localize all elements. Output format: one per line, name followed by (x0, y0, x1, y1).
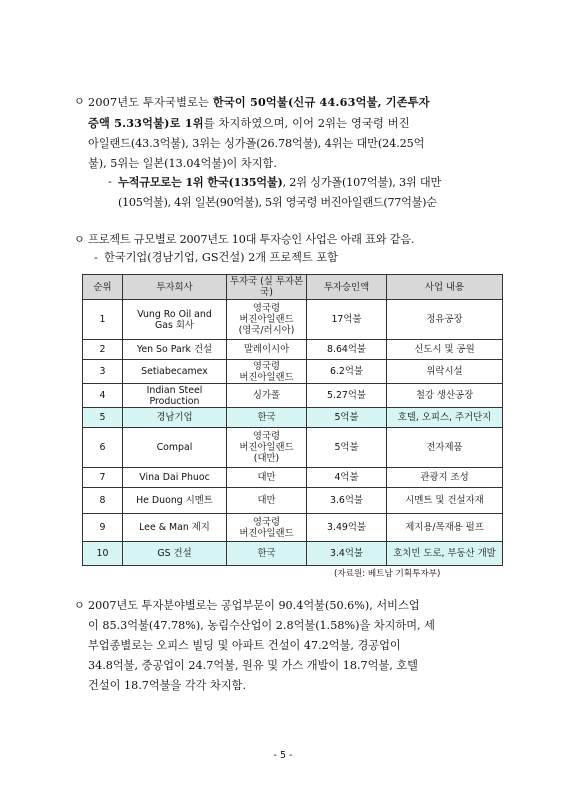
cell-rank: 5 (83, 408, 123, 428)
para3-line: 34.8억불, 중공업이 24.7억불, 원유 및 가스 개발이 18.7억불, 호텔 (88, 659, 418, 672)
cell-rank: 10 (83, 542, 123, 566)
sub2-text: 한국기업(경남기업, GS건설) 2개 프로젝트 포함 (104, 251, 338, 264)
cell-amount: 3.4억불 (307, 542, 387, 566)
cell-company: 경남기업 (123, 408, 227, 428)
header-rank: 순위 (83, 275, 123, 300)
sub-item-korean-companies (94, 248, 496, 268)
table-row (83, 428, 503, 468)
cell-business: 철강 생산공장 (387, 384, 503, 408)
cell-amount: 5억불 (307, 408, 387, 428)
cell-country: 한국 (227, 542, 307, 566)
para2-text: 프로젝트 규모별로 2007년도 10대 투자승인 사업은 아래 표와 같음. (88, 233, 415, 246)
bullet-marker: ㅇ (74, 95, 85, 108)
cell-business: 호치민 도로, 부동산 개발 (387, 542, 503, 566)
cell-company: He Duong 시멘트 (123, 488, 227, 514)
cell-country: 영국령 버진아일랜드 (227, 360, 307, 384)
table-row (83, 340, 503, 360)
cell-amount: 3.6억불 (307, 488, 387, 514)
table-row (83, 468, 503, 488)
table-header-row (83, 275, 503, 300)
cell-business: 정유공장 (387, 300, 503, 340)
cell-amount: 5.27억불 (307, 384, 387, 408)
cell-company: Lee & Man 제지 (123, 514, 227, 542)
paragraph-top10-projects (74, 230, 498, 250)
paragraph-investment-by-sector (74, 596, 498, 696)
cell-business: 호텔, 오피스, 주거단지 (387, 408, 503, 428)
cell-company: Compal (123, 428, 227, 468)
header-amount: 투자승인액 (307, 275, 387, 300)
cell-company: GS 건설 (123, 542, 227, 566)
cell-rank: 7 (83, 468, 123, 488)
cell-company: Yen So Park 건설 (123, 340, 227, 360)
cell-amount: 6.2억불 (307, 360, 387, 384)
bullet-marker: ㅇ (74, 233, 85, 246)
cell-amount: 8.64억불 (307, 340, 387, 360)
bullet-marker: ㅇ (74, 599, 85, 612)
para3-line: 부업종별로는 오피스 빌딩 및 아파트 건설이 47.2억불, 경공업이 (88, 639, 401, 652)
para3-line: 건설이 18.7억불을 각각 차지함. (88, 679, 247, 692)
cell-business: 전자제품 (387, 428, 503, 468)
cell-rank: 9 (83, 514, 123, 542)
cell-amount: 17억불 (307, 300, 387, 340)
cell-rank: 1 (83, 300, 123, 340)
table-row (83, 300, 503, 340)
page-number: - 5 - (273, 750, 293, 761)
table-row (83, 360, 503, 384)
dash-marker: - (108, 175, 112, 188)
sub-item-cumulative (108, 172, 498, 213)
table-row (83, 514, 503, 542)
cell-rank: 8 (83, 488, 123, 514)
cell-rank: 2 (83, 340, 123, 360)
cell-country: 영국령 버진아일랜드 (영국/러시아) (227, 300, 307, 340)
sub1-line-1: 누적규모로는 1위 한국(135억불), 2위 싱가폴(107억불), 3위 대만 (118, 175, 442, 189)
header-country: 투자국 (실 투자본국) (227, 275, 307, 300)
para1-line-4: 불), 5위는 일본(13.04억불)이 차지함. (88, 157, 277, 170)
cell-business: 위락시설 (387, 360, 503, 384)
source-note: (자료원: 베트남 기획투자부) (334, 569, 441, 579)
cell-country: 대만 (227, 488, 307, 514)
cell-amount: 4억불 (307, 468, 387, 488)
dash-marker: - (94, 251, 98, 264)
cell-amount: 5억불 (307, 428, 387, 468)
para1-line-1: 2007년도 투자국별로는 한국이 50억불(신규 44.63억불, 기존투자 (88, 95, 430, 109)
cell-country: 말레이시아 (227, 340, 307, 360)
para3-line: 2007년도 투자분야별로는 공업부문이 90.4억불(50.6%), 서비스업 (88, 599, 420, 612)
cell-company: Vina Dai Phuoc (123, 468, 227, 488)
cell-rank: 3 (83, 360, 123, 384)
table-row (83, 542, 503, 566)
cell-country: 영국령 버진아일랜드 (대만) (227, 428, 307, 468)
cell-country: 싱가폴 (227, 384, 307, 408)
cell-business: 관광지 조성 (387, 468, 503, 488)
cell-country: 영국령 버진아일랜드 (227, 514, 307, 542)
para3-line: 이 85.3억불(47.78%), 농림수산업이 2.8억불(1.58%)을 차지하며, 세 (88, 619, 435, 632)
cell-company: Vung Ro Oil and Gas 회사 (123, 300, 227, 340)
table-row (83, 488, 503, 514)
cell-country: 대만 (227, 468, 307, 488)
cell-business: 신도시 및 공원 (387, 340, 503, 360)
top10-investment-table (82, 274, 503, 566)
table-row (83, 384, 503, 408)
cell-business: 제지용/목재용 펄프 (387, 514, 503, 542)
cell-amount: 3.49억불 (307, 514, 387, 542)
cell-country: 한국 (227, 408, 307, 428)
cell-company: Indian Steel Production (123, 384, 227, 408)
cell-rank: 6 (83, 428, 123, 468)
cell-company: Setiabecamex (123, 360, 227, 384)
para1-line-3: 아일랜드(43.3억불), 3위는 싱가폴(26.78억불), 4위는 대만(24.25억 (88, 137, 425, 150)
table-row (83, 408, 503, 428)
header-company: 투자회사 (123, 275, 227, 300)
paragraph-investment-by-country (74, 92, 498, 174)
header-business: 사업 내용 (387, 275, 503, 300)
para1-line-2: 증액 5.33억불)로 1위를 차지하였으며, 이어 2위는 영국령 버진 (88, 116, 410, 130)
cell-business: 시멘트 및 건설자재 (387, 488, 503, 514)
cell-rank: 4 (83, 384, 123, 408)
sub1-line-2: (105억불), 4위 일본(90억불), 5위 영국령 버진아일랜드(77억불)순 (118, 196, 437, 209)
